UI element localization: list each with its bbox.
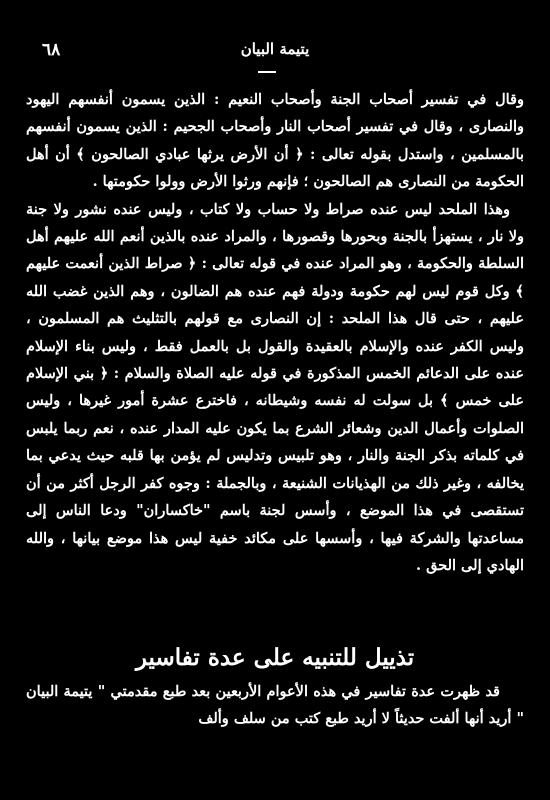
paragraph-1: وقال في تفسير أصحاب الجنة وأصحاب النعيم : الذين يسمون أنفسهم اليهود والنصارى ، وقال في تفسير أصحاب النار وأصحاب الجحيم : الذين يسمون أنفسهم بالمسلمين ، واستدل بقوله تعالى : ﴿ أن الأرض يرثها عبادي الصالحون ﴾ أن أهل الحكومة من النصارى هم الصالحون ؛ فإنهم ورثوا الأرض وولوا حكومتها . xyxy=(26,91,524,191)
section-text xyxy=(26,678,524,732)
running-title: يتيمة البيان xyxy=(240,40,310,58)
page-header xyxy=(40,40,510,64)
section-paragraph: قد ظهرت عدة تفاسير في هذه الأعوام الأربعين بعد طبع مقدمتي " يتيمة البيان " أريد أنها ألفت حديثاً لا أريد طبع كتب من سلف وألف xyxy=(26,683,524,727)
paragraph-2: وهذا الملحد ليس عنده صراط ولا حساب ولا كتاب ، وليس عنده نشور ولا جنة ولا نار ، يستهزأ بالجنة وبحورها وقصورها ، والمراد عنده بالذين أنعم الله عليهم أهل السلطة والحكومة ، وهو المراد عنده في قوله تعالى : ﴿ صراط الذين أنعمت عليهم ﴾ وكل قوم ليس لهم حكومة ودولة فهم عنده هم الضالون ، وهم الذين غضب الله عليهم ، حتى قال هذا الملحد : إن النصارى مع قولهم بالتثليث هم المسلمون ، وليس الكفر عنده والإسلام بالعقيدة والقول بل بالعمل فقط ، وليس بناء الإسلام عنده على الدعائم الخمس المذكورة في قوله عليه الصلاة والسلام : ﴿ بني الإسلام على خمس ﴾ بل سولت له نفسه وشيطانه ، فاخترع عشرة أمور غيرها ، وليس الصلوات وأعمال الدين وشعائر الشرع بما يكون عليه المدار عنده ، نعم ربما يلبس في كلماته بذكر الجنة والنار ، وهو تلبيس وتدليس لم يؤمن بها قلبه حيث يدعي بما يخالفه ، وغير ذلك من الهذيانات الشنيعة ، وبالجملة : وجوه كفر الرجل أكثر من أن تستقصى في هذا الموضع ، وأسس لجنة باسم "خاكساران" ودعا الناس إلى مساعدتها والشركة فيها ، وأسسها على مكائد خفية ليس هذا موضع بيانها ، والله الهادي إلى الحق . xyxy=(26,200,524,574)
page-number: ٦٨ xyxy=(42,40,61,60)
section-heading: تذييل للتنبيه على عدة تفاسير xyxy=(135,644,415,671)
main-text xyxy=(26,86,524,579)
header-rule xyxy=(258,71,276,73)
